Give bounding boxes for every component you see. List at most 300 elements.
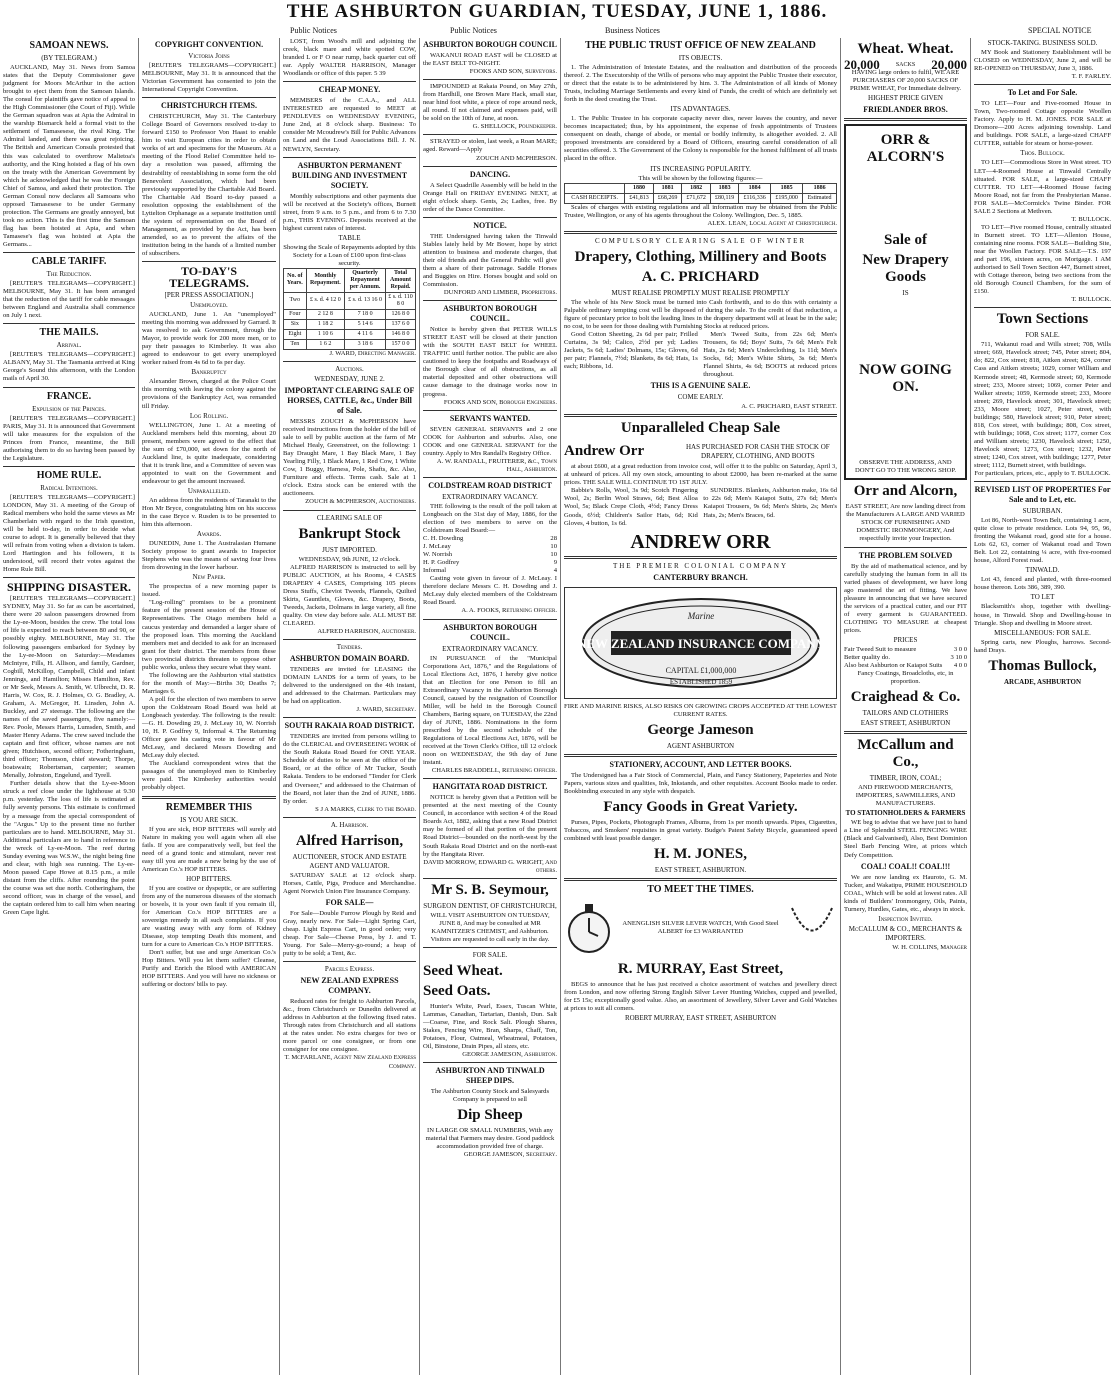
tolet2-head: TO LET <box>1030 593 1055 602</box>
repayment-cell: 1 10 6 <box>306 329 344 339</box>
council-title: ASHBURTON BOROUGH COUNCIL <box>423 40 557 49</box>
mails-sub: Arrival. <box>56 341 82 350</box>
poll-candidate: J. McLeay <box>423 543 451 551</box>
mails-title: THE MAILS. <box>39 327 99 339</box>
sacks-number-left: 20,000 <box>844 57 880 72</box>
murray-title: R. MURRAY, East Street, <box>617 960 784 977</box>
repayment-cell: 1 18 2 <box>306 319 344 329</box>
dip-body-2: IN LARGE OR SMALL NUMBERS, With any material that Farmers may desire. Good paddock accommodation provided free of charge. <box>425 1127 555 1151</box>
popularity-cell: £80,119 <box>710 193 738 203</box>
inspection: Inspection Invited. <box>878 914 933 923</box>
poll-row <box>423 567 557 575</box>
servants-title: SERVANTS WANTED. <box>449 413 531 423</box>
repayment-table-title: TABLE <box>338 233 361 242</box>
now-going-on: NOW GOING ON. <box>859 362 952 396</box>
collins-signature: W. H. COLLINS, Manager <box>892 943 967 951</box>
price-row <box>844 654 967 662</box>
repayment-table <box>283 268 416 350</box>
price-item: Fair Tweed Suit to measure <box>844 645 917 653</box>
logrolling-sub: Log Rolling. <box>189 411 229 420</box>
france-sub: Expulsion of the Princes. <box>32 404 106 413</box>
homerule-title: HOME RULE. <box>36 469 102 481</box>
tenders-head: Tenders. <box>336 642 363 651</box>
repayment-cell: Ten <box>284 339 307 349</box>
notice-body: THE Undersigned having taken the Tinwald Stables lately held by Mr Bower, hope by strict attention to business and moderate charges, that their old friends and the General Public will give them a share of their patronage. Saddle Horses and Buggies on Hire. Horses bought and sold on Commission. <box>423 232 557 289</box>
prices-list <box>844 646 967 670</box>
popularity-cell: £41,813 <box>625 193 654 203</box>
insurance-head: THE PREMIER COLONIAL COMPANY <box>612 561 789 570</box>
observe-address: OBSERVE THE ADDRESS, AND DON'T GO TO THE WRONG SHOP. <box>855 459 956 475</box>
strayed-body: STRAYED or stolen, last week, a Roan MARE; aged. Reward—Apply <box>423 138 557 154</box>
repayment-cell: 5 14 6 <box>345 319 386 329</box>
thos-bullock: Thos. Bullock. <box>1020 149 1065 158</box>
harrison-head: A. Harrison. <box>330 820 369 829</box>
france-title: FRANCE. <box>46 390 92 402</box>
coldstream-signature: A. A. FOOKS, Returning Officer. <box>461 607 557 615</box>
lean-signature: ALEX. LEAN, Local Agent at Christchurch. <box>707 219 837 227</box>
misc-head: MISCELLANEOUS: FOR SALE. <box>994 628 1091 637</box>
tinwald-body: Lot 43, fenced and planted, with three-roomed house thereon. Lots 386, 389, 390. <box>974 576 1111 592</box>
coldstream-body: THE following is the result of the poll taken at Longbeach on the 31st day of May, 1886, for the election of two members to serve on the Coldstream Road Board:— <box>423 502 557 535</box>
murray-signature: ROBERT MURRAY, EAST STREET, ASHBURTON <box>624 1014 777 1023</box>
tolet2-body: Blacksmith's shop, together with dwelling-house, in Tinwald. Shop and Dwelling-house in Triangle. Shop and dwelling in Moore street. <box>974 603 1111 627</box>
seymour-title: Mr S. B. Seymour, <box>431 881 549 898</box>
impounded-body: IMPOUNDED at Rakaia Pound, on May 27th, from Hardhill, one Brown Mare Hack, small star, near hind foot white, a piece of rope around neck, all round. If not claimed and expenses paid, will be sold on the 10th of June, at noon. <box>423 83 557 123</box>
bullock-body: TO LET—Commodious Store in West street. TO LET—4-Roomed House at Tinwald Centrally situated. FOR SALE, a large-sized CHAFF CUTTER. TO LET—4-Roomed House facing Moore Road, not far from the Presbyterian Manse. FOR SALE—McCormick's Twine Binder. FOR SALE 2 Sections at Methven. <box>974 159 1111 215</box>
stationery-title: STATIONERY, ACCOUNT, AND LETTER BOOKS. <box>609 759 792 769</box>
popularity-cell: £68,269 <box>653 193 682 203</box>
repayment-cell: 146 8 0 <box>386 329 416 339</box>
fancy-coatings: Fancy Coatings, Broadcloths, etc, in proportion. <box>857 670 954 686</box>
pocket-watch-icon <box>564 898 614 958</box>
alfred-signature: ALFRED HARRISON, Auctioneer. <box>317 627 416 635</box>
poll-candidate: H. P. Godfrey <box>423 559 460 567</box>
genuine-sale: THIS IS A GENUINE SALE. <box>650 381 751 391</box>
repayment-cell: £ s. d. 110 8 0 <box>386 292 416 309</box>
bankrupt-sub: JUST IMPORTED. <box>322 545 377 554</box>
trust-body: 1. The Administration of Intestate Estates, and the realisation and distribution of the proceeds thereof. 2. The Executorship of the Wills of persons who may appoint the Public Trustee their executor, or direct that the estate is to be administered by him. 3. The Administration of all kinds of Money Trusts, including Marriage Settlements and every kind of Funds, the credit of which are definitely set forth in the deed creating the Trust. <box>564 64 837 104</box>
special-body: MY Book and Stationery Establishment will be CLOSED on WEDNESDAY, June 2, and will be RE-OPENED on THURSDAY, June 3, 1886. <box>974 49 1111 73</box>
special-notice-header: SPECIAL NOTICE <box>1028 26 1092 35</box>
trust-title: THE PUBLIC TRUST OFFICE OF NEW ZEALAND <box>585 40 816 51</box>
dip-head: ASHBURTON AND TINWALD SHEEP DIPS. <box>435 1066 545 1086</box>
tolet-body: TO LET—Four and Five-roomed House in Town, Two-roomed Cottage opposite Woollen Factory. Apply to H. M. JONES. FOR SALE at Dromore—200 Acres adjoining township. Land and buildings. FOR SALE, a large-sized CHAFF CUTTER, suitable for steam or horse-power. <box>974 100 1111 148</box>
suburban-head: SUBURBAN. <box>1022 507 1063 516</box>
compulsory-sale: COMPULSORY CLEARING SALE OF WINTER <box>594 236 807 245</box>
popularity-head: ITS INCREASING POPULARITY. <box>650 164 751 173</box>
popularity-sub: This will be shown by the following figures:— <box>638 174 763 182</box>
clearing-title: CLEARING SALE OF <box>316 513 383 522</box>
popularity-col-header: 1883 <box>710 183 738 193</box>
fancy-title: Fancy Goods in Great Variety. <box>603 798 798 815</box>
coldstream-title: COLDSTREAM ROAD DISTRICT <box>428 480 552 490</box>
permanent-society-body: Monthly subscriptions and other payments due will be received at the Society's offices, Burnett street, from 9 a.m. to 5 p.m., and from 6 to 7.30 p.m., THIS EVENING. Deposits received at the highest current rates of interest. <box>283 192 416 232</box>
poll-votes: 28 <box>550 535 557 543</box>
coldstream-sub: EXTRAORDINARY VACANCY. <box>442 492 538 501</box>
rakaia-title: SOUTH RAKAIA ROAD DISTRICT. <box>284 721 415 731</box>
repayment-cell: Four <box>284 309 307 319</box>
express-title: NEW ZEALAND EXPRESS COMPANY. <box>300 976 399 996</box>
forsale-title: FOR SALE— <box>325 897 374 907</box>
bankruptcy-sub: Bankruptcy <box>191 368 227 377</box>
shipping-body: [REUTER'S TELEGRAMS—COPYRIGHT.] SYDNEY, May 31. So far as can be ascertained, there were 20 saloon passengers drowned from the Ly-ee-Moon, besides the crew. The total loss of life is expected to reach between 80 and 90, or possibly eighty. MELBOURNE, May 31. The following passengers embarked for Sydney by the Ly-ee-Moon on Saturday:—Mesdames McIntyre, Fills, H. Allison, and family, Gardner, Cogbill, McKillop, Campbell, Child and infant Jennings, and Hamilton; Misses Hamilton, Rev. or Mr Seek, Messrs A. Smith, W. Ulbrecht, D. R. Harris, W. Cox, R. J. Holmes, O. G. Bradley, A. Graham, A. McGregor, H. Linsden, John A. Buckley, and 27 steerage. The following are the names of the saved passengers, five namely:—Rev. Poole, Messrs Harris, Lumsden, Smith, and Master Henry Adams. The crew saved include the captain and first officer, whose names are not given; Hutchison, second officer; Fotheringham, third officer; Thomson, chief steward; Thorpe, boatswain; Robertsman, carpenter; seamen Menally, Johnston, Engelund, and Tyrell. <box>3 595 135 780</box>
christchurch-body: CHRISTCHURCH, May 31. The Canterbury College Board of Governors resolved to-day to forward £150 to Professor Von Haast to enable him to visit European cities in order to obtain works of art and specimens for the Museum. At a meeting of the Flood Relief Committee held to-day a resolution was passed, affirming the desirability of reestablishing in some form the old Benevolent Association, which had been previously supported by the Charitable Aid Board. The Charitable Aid Board to-day passed a resolution opposing the establishment of the Lyttelton Orphanage as a separate institution until the system of representation on the Board of Management, as provided by the Act, has been amended, so as to prevent the affairs of the institution being in the hands of a limited number of subscribers. <box>142 113 276 257</box>
sacks-word: SACKS <box>895 62 916 68</box>
shipping-body-2: Further details show that the Ly-ee-Moon struck a reef close under the lighthouse at 9.30 p.m. yesterday. The loss of life is estimated at fully seventy persons. This estimate is confirmed by a message from the special correspondent of the "Argus." Up to the present time no further particulars are to hand. MELBOURNE, May 31. Additional particulars are to hand in reference to the wreck of Ly-ee-Moon. The reef during Sunday evening was W.S.W., the night being fine and clear, with high sea running. The Ly-ee-Moon passed Cape Howe at 8.15 p.m., a mile distant from the cliffs. After rounding the point the course was set due north. Cotheringham, the second officer, was in charge of the vessel, and the captain ordered him to call him when nearing Green Cape light. <box>3 780 135 917</box>
mccallum-title: McCallum and Co., <box>857 737 954 771</box>
remember-title: REMEMBER THIS <box>165 801 253 813</box>
popularity-cell: CASH RECEIPTS. <box>565 193 625 203</box>
meet-the-times: TO MEET THE TIMES. <box>647 883 754 895</box>
seed-wheat-title: Seed Wheat. <box>423 962 503 979</box>
price-item: Also best Ashburton or Kaiapoi Suits <box>844 662 943 670</box>
sale-of: Sale of <box>884 232 927 249</box>
price-amount: 3 0 0 <box>953 645 967 653</box>
popularity-cell: £116,336 <box>739 193 771 203</box>
awards-sub: Awards. <box>196 530 222 539</box>
column-6 <box>840 38 970 1375</box>
jones-address: EAST STREET, ASHBURTON. <box>654 865 747 874</box>
insurance-branch: CANTERBURY BRANCH. <box>653 572 748 582</box>
repayment-table-desc: Showing the Scale of Repayments adopted by this Society for a Loan of £100 upon first-class security. <box>283 243 416 267</box>
prichard-signature: A. C. PRICHARD, EAST STREET. <box>741 403 837 411</box>
repayment-row <box>284 329 416 339</box>
price-row <box>844 662 967 670</box>
poll-votes: 10 <box>550 543 557 551</box>
zouch-signature: ZOUCH & McPHERSON, Auctioneers. <box>305 498 416 506</box>
jameson-signature: GEORGE JAMESON, Ashburton. <box>462 1051 557 1059</box>
morrow-signature: DAVID MORROW, EDWARD G. WRIGHT, And others. <box>423 858 557 874</box>
repayment-cell: £ s. d. 13 16 0 <box>345 292 386 309</box>
popularity-cell: £71,672 <box>682 193 711 203</box>
forsale2-title: FOR SALE. <box>472 950 508 959</box>
bullock-final: Thomas Bullock, <box>988 657 1097 674</box>
repayment-cell: 157 0 0 <box>386 339 416 349</box>
cable-title: CABLE TARIFF. <box>31 256 107 268</box>
sundries-right: SUNDRIES. Blankets, Ashburton make, 16s 6d to 22s 6d; Men's Kaiapoi Suits, 27s 6d; Men's Kaiapoi Trousers, 9s 6d; Men's Shirts, 2s; Men's Hats, 2s; Men's Braces, 6d. <box>703 487 837 519</box>
repayment-cell: Six <box>284 319 307 329</box>
sections-footer: For particulars, prices, etc., apply to T. BULLOCK. <box>974 470 1111 478</box>
sections-list: 711, Wakanui road and Wills street; 708, Wills street; 669, Havelock street; 745, Peter street; 804, do; 822, Cox street; 818, Aitken street; 824, corner Cass and Aitken streets; 1029, corner William and Kermode street; 48, Kermode street; 60, Kermode street; 233, Moore street; 1069, corner Peter and Walker streets; 1059, Kermode street; 233, Moore street; 269, Havelock street; 301, Havelock street; 233, Moore street; 1027, Peter street, with buildings; 580, Havelock street; 910, Peter street; 818, Cox street, with buildings; 808, Cox street, with buildings; 1068, Cox street; 1177, corner Cox and William streets; 1230, Havelock street; 1250, Havelock street; 1273, Cox street; 1232, Peter street; 1240, Cox street, with buildings; 1277, Peter street; 1112, Burnett street, with buildings. <box>974 341 1111 470</box>
price-amount: 4 0 0 <box>953 662 967 670</box>
samoan-byline: (BY TELEGRAM.) <box>41 54 97 62</box>
misc-body: Spring carts, new Ploughs, harrows. Second-hand Drays. <box>974 638 1111 654</box>
bullock-signature: T. BULLOCK. <box>1071 215 1111 223</box>
awards-body: DUNEDIN, June 1. The Australasian Humane Society propose to grant awards to Inspector Stephens who was the means of saving four lives from drowning in the lower harbour. <box>142 540 276 572</box>
repayment-col-header: No. of Years. <box>284 268 307 292</box>
wheat-body: HAVING large orders to fulfil, WE ARE PURCHASERS OF 20,000 SACKS OF PRIME WHEAT, For Immediate delivery. <box>849 69 962 93</box>
repayment-cell: 126 8 0 <box>386 309 416 319</box>
column-headers <box>0 26 1114 38</box>
auction1-title: IMPORTANT CLEARING SALE OF HORSES, CATTLE, &c., Under Bill of Sale. <box>284 385 415 415</box>
auction1-date: WEDNESDAY, JUNE 2. <box>314 374 385 383</box>
coal-body: We are now landing ex Hauroto, G. M. Tucker, and Wakatipu, PRIME HOUSEHOLD COAL, Which will be sold at lowest rates. All kinds of Builders' Ironmongery, Oils, Paints, Turnery, Hurdles, Gates, etc., always in stock. <box>844 873 968 913</box>
trust-sub: ITS OBJECTS. <box>678 54 723 62</box>
harrison-sub: AUCTIONEER, STOCK AND ESTATE AGENT AND VALUATOR. <box>292 852 407 870</box>
price-row <box>844 646 967 654</box>
insurance-logo <box>564 587 837 699</box>
orr-alcorn-title: ORR & ALCORN'S <box>866 132 945 166</box>
cable-body: [REUTER'S TELEGRAMS—COPYRIGHT.] MELBOURNE, May 31. It has been arranged that the reduction of the tariff for cable messages between England and Australia shall commence on July 1 next. <box>3 280 135 320</box>
mccallum-body: AND FIREWOOD MERCHANTS, IMPORTERS, SAWMILLERS, AND MANUFACTURERS. <box>855 784 956 808</box>
insurance-capital: CAPITAL £1,000,000 <box>665 665 736 675</box>
council-signature: FOOKS AND SON, Surveyors. <box>469 68 557 76</box>
poll-row <box>423 535 557 543</box>
poll-row <box>423 559 557 567</box>
dancing-title: DANCING. <box>469 169 511 179</box>
is-word: IS <box>902 289 909 298</box>
advantages-body: 1. The Public Trustee in his corporate capacity never dies, never leaves the country, and never becomes incapacitated; thus, by his appointment, the expense of fresh appointments of Trustees consequent on death, change of abode, or mental or bodily infirmity, is altogether avoided. 2. All proposed investments are considered by a Board of Officers, ensuring careful consideration of all securities offered. 3. The Government of the Colony is responsible for the honest fulfilment of all trusts placed in the office. <box>564 115 837 163</box>
poll-votes: 4 <box>553 567 557 575</box>
column-4 <box>419 38 560 1375</box>
dip-title: Dip Sheep <box>457 1107 523 1124</box>
repayment-cell: 1 6 2 <box>306 339 344 349</box>
poll-list <box>423 535 557 575</box>
murray-body: BEGS to announce that he has just received a choice assortment of watches and jewellery direct from London, and now offering Strong English Silver Lever Hunting Watches, cupped and jewelled, for £5 15s; exceptionally good value. Also, an assortment of Jewellery, Silver Lever and Gold Watches at prices to suit all comers. <box>564 980 837 1013</box>
craighead-address: EAST STREET, ASHBURTON <box>860 719 951 728</box>
unemployed-sub: Unemployed. <box>190 301 228 310</box>
vital-stats-body: The following are the Ashburton vital statistics for the month of May:—Births 30; Deaths 7; Marriages 6. <box>142 671 276 695</box>
drapery-title: Drapery, Clothing, Millinery and Boots <box>574 248 827 265</box>
revised-title: REVISED LIST OF PROPERTIES For Sale and to Let, etc. <box>974 485 1111 505</box>
popularity-col-header: 1885 <box>771 183 803 193</box>
repayment-col-header: Total Amount Repaid. <box>386 268 416 292</box>
column-7 <box>970 38 1114 1375</box>
tinwald-head: TINWALD. <box>1025 566 1060 575</box>
repayment-col-header: Quarterly Repayment per Annum. <box>345 268 386 292</box>
jones-name: H. M. JONES, <box>654 845 747 862</box>
friedlander-signature: FRIEDLANDER BROS. <box>863 105 948 115</box>
mccallum-signature: McCALLUM & CO., MERCHANTS & IMPORTERS. <box>848 924 963 942</box>
ward-signature: J. WARD, Directing Manager. <box>329 349 416 357</box>
popularity-cell: £195,000 <box>771 193 803 203</box>
andrew-orr-body: at about £600, at a great reduction from invoice cost, will offer it to the public on Saturday, April 3, at unheard of prices. All my own stock, amounting to about £2000, has been re-marked at the same prices. THE SALE WILL CONTINUE TO 1ST JULY. <box>564 463 837 487</box>
remember-sub: IS YOU ARE SICK. <box>180 815 238 824</box>
homerule-body: [REUTER'S TELEGRAMS—COPYRIGHT.] LONDON, May 31. A meeting of the Group of Radical members who hold the same views as Mr Chamberlain with regard to the Irish question, will be held to-day, in order to decide what course to adopt. It is generally believed that they will refrain from voting when a division is taken. Lord Hartington and his followers, it is understood, will record their votes against the Home Rule Bill. <box>3 493 135 574</box>
price-amount: 3 10 0 <box>950 653 967 661</box>
coldstream-body-2: Casting vote given in favour of J. McLeay. I therefore declare Messrs C. H. Dowding and J. McLeay duly elected members of the Coldstream Road Board. <box>423 575 557 607</box>
advantages-head: ITS ADVANTAGES. <box>670 105 731 114</box>
seed-oats-title: Seed Oats. <box>423 982 491 999</box>
council3-title: ASHBURTON BOROUGH COUNCIL. <box>442 622 538 642</box>
repayment-row <box>284 339 416 349</box>
repayment-cell: Eight <box>284 329 307 339</box>
servants-body: SEVEN GENERAL SERVANTS and 2 one COOK for Ashburton and suburbs. Also, one COOK and one GENERAL SERVANT for the country. Apply to Mrs Randall's Registry Office. <box>423 425 557 457</box>
hopbitters-body-2: If you are costive or dyspeptic, or are suffering from any of the numerous diseases of the stomach or bowels, it is your own fault if you remain ill, for American Co.'s HOP BITTERS are a sovereign remedy in all such complaints. If you are wasting away with any form of Kidney Disease, stop tempting Death this moment, and turn for a cure to American Co.'s HOP BITTERS. <box>142 884 276 949</box>
council3-sub: EXTRAORDINARY VACANCY. <box>442 644 538 653</box>
bankrupt-body: ALFRED HARRISON is instructed to sell by PUBLIC AUCTION, at his Rooms, 4 CASES DRAPERY 4 CASES, Comprising 105 pieces Dress Stuffs, Cheviot Tweeds, Flannels, Quilted Skirts, Gauntlets, Gloves, &c. Drapery, Boots, Tweeds, Jackets, Dolmans in large variety, all fine quality. On view day before sale. ALL MUST BE CLEARED. <box>283 563 416 627</box>
repayment-col-header: Monthly Repayment. <box>306 268 344 292</box>
randall-signature: A. W. RANDALL, FRUITERER, &c., Town Hall, Ashburton. <box>436 457 557 473</box>
public-notices-header-2: Public Notices <box>450 26 497 35</box>
wheat-title: Wheat. Wheat. <box>857 41 954 57</box>
rakaia-signature: S J A MARKS, Clerk to the Board. <box>315 805 416 813</box>
poll-body: A poll for the election of two members to serve upon the Coldstream Road Board was held at Longbeach yesterday. The following is the result:—G. H. Dowding 29, J. McLeay 10, W. Norrish 10, H. P. Godfrey 9, Informal 4. The Returning Officer gave his casting vote in favour of Mr McLeay, and declared Messrs Dowding and McLeay duly elected. <box>142 695 276 760</box>
stationery-body: The Undersigned has a Fair Stock of Commercial, Plain, and Fancy Stationery, Papeteries and Note Papers, various sizes and qualities, Ink, Inkstands, and other requisites. Account Books made to order. Bookbinding executed in any style with despatch. <box>564 771 837 795</box>
insurance-name: NEW ZEALAND INSURANCE COMPANY <box>576 635 825 651</box>
special-head: STOCK-TAKING. BUSINESS SOLD. <box>987 39 1098 47</box>
unparalleled-body: An address from the residents of Taranaki to the Hon Mr Bryce, congratulating him on his success in the case Bryce v. Rusden is to be presented to him this afternoon. <box>142 496 276 529</box>
fooks-signature: FOOKS AND SON, Borough Engineers. <box>443 398 557 406</box>
unemployed-body: AUCKLAND, June 1. An "unemployed" meeting this morning was addressed by Garrard. It was resolved to ask Government, through the Mayor, to provide work for 200 more men, or to pay their passages to Kimberley. It was also agreed to endeavour to get every unemployed worker raised from 4s 6d to 6s per day. <box>142 311 276 367</box>
orr-alcorn-2-title: Orr and Alcorn, <box>853 483 958 500</box>
hopbitters-body-3: Don't suffer, but use and urge American Co.'s Hop Bitters. Will you let them suffer? Cleanse, Purify and Enrich the Blood with AMERICAN HOP BITTERS. And you will have no sickness or suffering or doctors' bills to pay. <box>142 949 276 989</box>
craighead-title: Craighead & Co. <box>850 689 961 706</box>
watch-body: ANENGLISH SILVER LEVER WATCH, With Good Steel ALBERT for £3 WARRANTED <box>622 919 779 935</box>
hangitata-body: NOTICE is hereby given that a Petition will be presented at the next meeting of the County Council, in accordance with section 4 of the Road Boards Act, 1882, asking that a new Road District may be formed of all that portion of the present Road District—bounded on the north-west by the South Rakaia Road District and on the north-east by the Hangitata River. <box>423 794 557 858</box>
insurance-established: ESTABLISHED 1859 <box>669 677 732 686</box>
repayment-cell: £ s. d. 4 12 0 <box>306 292 344 309</box>
andrew-orr-footer: ANDREW ORR <box>630 530 771 553</box>
poll-candidate: Informal <box>423 567 447 575</box>
highest-price: HIGHEST PRICE GIVEN <box>868 94 943 103</box>
insurance-marine: Marine <box>687 610 714 621</box>
jameson-role: AGENT ASHBURTON <box>666 741 735 750</box>
prichard-list-left: Good Cotton Sheeting, 2s 6d per pair; Frilled Curtains, 3s 9d; Calico, 2½d per yd; Ladies Jackets, 5s 6d; Ladies' Dolmans, 15s; Gloves, 6d per pair; Flannels, 7½d; Blankets, 8s 6d; Hats, 1s each; Ribbons, 1d. <box>564 330 698 371</box>
repayment-row <box>284 309 416 319</box>
domain-body: TENDERS are invited for LEASING the DOMAIN LANDS for a term of years, to be delivered to the undersigned on the 4th instant, and addressed to the Chairman. Particulars may be had on application. <box>283 665 416 706</box>
dip-signature: GEORGE JAMESON, Secretary. <box>463 1151 557 1159</box>
fancy-body: Purses, Pipes, Pockets, Photograph Frames, Albums, from 1s per month upwards. Pipes, Cigarettes, Tobaccos, and Smokers' requisites in great variety. Budge's Patent Safety Bicycle, guaranteed speed combined with least possible danger. <box>564 818 837 842</box>
column-2 <box>138 38 279 1375</box>
samoan-title: SAMOAN NEWS. <box>29 40 109 51</box>
trust-footer: Scales of charges with existing regulations and all information may be obtained from the Public Trustee, Wellington, or any of his agents throughout the Colony. Wellington, Dec. 5, 1885. <box>564 203 837 219</box>
copyright-sub: Victoria Joins <box>188 52 230 60</box>
popularity-col-header: 1886 <box>803 183 837 193</box>
auction1-body: MESSRS ZOUCH & McPHERSON have received instructions from the holder of the bill of sale to sell by public auction at the farm of Mr Michael Healy, Greenstreet, on the following: 1 Bay Draught Mare, 1 Bay Black Mare, 1 Bay Yearling Filly, 1 Black Mare, 1 Red Cow, 1 White Cow, 1 Buggy, Harness, Pole, Shafts, &c. Also, Furniture and effects. Terms cash. Sale at 1 o'clock. Extra stock can be entered with the auctioneers. <box>283 417 416 498</box>
public-notices-header: Public Notices <box>290 26 337 35</box>
sundries-left: Babbie's Rolls, Wool, 3s 9d; Scotch Fingering Wool, 2s; Berlin Wool Straws, 6d; Best Alloa Wool, 5s; Black Crepe Cloth, 4½d; Fancy Dress Goods, 6½d; Children's Sailor Hats, 6d; Kid Gloves, 4 button, 1s 6d. <box>564 487 698 527</box>
express-body: Reduced rates for freight to Ashburton Parcels, &c., from Christchurch or Dunedin delivered at address in Ashburton at the following fixed rates. Through rates from Christchurch and all stations at the rates under. No extra charges for two or more parcel or one consignee, or from one consigner for one consignee. <box>283 998 416 1054</box>
poll-candidate: W. Norrish <box>423 551 453 559</box>
prichard-body: The whole of his New Stock must be turned into Cash forthwith, and to do this with certainty a Palpable ordinary tempting cost will be disposed of during the sale. To the credit of that reduction, a figure of pecuniary price to bolt the leading lines in the drapery department will at least be in the sale; no cost, to be seen for those dealing with Furnishing Stocks at reduced prices. <box>564 298 837 330</box>
repayment-cell: 7 18 0 <box>345 309 386 319</box>
rakaia-body: TENDERS are invited from persons willing to do the CLERICAL and OVERSEEING WORK of the South Rakaia Road Board for ONE YEAR. Schedule of duties to be seen at the office of the Board, or at the office of Mr Tucker, South Rakaia. Tenders to be endorsed "Tender for Clerk and Overseer," and addressed to the Chairman of the Board, not later than the 2nd of JUNE, 1886. By order. <box>283 733 416 805</box>
prices-head: PRICES <box>893 635 918 644</box>
new-drapery: New Drapery Goods <box>862 252 949 286</box>
newspaper-body: The prospectus of a new morning paper is issued. <box>142 583 276 599</box>
bullock-arcade: ARCADE, ASHBURTON <box>1003 677 1082 686</box>
andrew-orr-title: Andrew Orr <box>564 443 645 460</box>
poll-candidate: C. H. Dowding <box>423 535 464 543</box>
bullock-signature-2: T. BULLOCK. <box>1071 296 1111 304</box>
popularity-cell: Estimated <box>803 193 837 203</box>
column-5 <box>560 38 840 1375</box>
christchurch-title: CHRISTCHURCH ITEMS. <box>160 101 257 111</box>
harrison-title: Alfred Harrison, <box>295 832 404 849</box>
prichard-list-right: Men's Tweed Suits, from 22s 6d; Men's Trousers, 6s 6d; Boys' Suits, 7s 6d; Men's Felt Hats, 2s 6d; Men's Underclothing, 1s 11d; Men's Socks, 6d; Men's White Shirts, 3s 6d; Men's Flannel Shirts, 4s 6d; BOOTS at reduced prices throughout. <box>703 330 837 379</box>
insurance-emblem-icon <box>571 591 831 695</box>
ashburton-body: The Auckland correspondent wires that the passages of the unemployed men to Kimberley were paid. The Kimberley authorities would probably object. <box>142 760 276 792</box>
price-item: Better quality do. <box>844 653 890 661</box>
homerule-sub: Radical Intentions. <box>40 483 98 492</box>
popularity-col-header: 1884 <box>739 183 771 193</box>
poll-votes: 9 <box>553 559 557 567</box>
braddell-signature: CHARLES BRADDELL, Returning Officer. <box>431 767 557 775</box>
hopbitters-head: HOP BITTERS. <box>186 874 232 883</box>
sacks-number-right: 20,000 <box>931 57 967 72</box>
express-head: Parcels Express. <box>324 965 375 974</box>
mails-body: [REUTER'S TELEGRAMS—COPYRIGHT.] ALBANY, May 31. The Tasmania arrived at King George's Sound this afternoon, with the London mails of April 30. <box>3 351 135 383</box>
stationholders: TO STATIONHOLDERS & FARMERS <box>845 809 966 818</box>
sections-title: Town Sections <box>996 311 1089 328</box>
mccallum-sub: TIMBER, IRON, COAL; <box>869 774 942 783</box>
tolet-head: To Let and For Sale. <box>1007 88 1078 98</box>
notice-title: NOTICE. <box>473 220 507 230</box>
suburban-body: Lot 86, North-west Town Belt, containing 1 acre, quite close to private residence. Lots 94, 95, 96, fronting the Wakanui road, good site for a house. Lots 62, 63, corner of Wakanui road and Town Belt. Lot 22, containing ¼ acre, with five-roomed house, Alford Forest road. <box>974 517 1111 565</box>
todays-telegrams-title: TO-DAY'S TELEGRAMS. <box>169 264 249 291</box>
hangitata-title: HANGITATA ROAD DISTRICT. <box>432 782 548 792</box>
repayment-cell: 4 11 6 <box>345 329 386 339</box>
repayment-cell: Two <box>284 292 307 309</box>
council2-body: Notice is hereby given that PETER WILLS STREET EAST will be closed at their junction with the SOUTH EAST BELT for WHEEL TRAFFIC until further notice. The public are also cautioned to keep the footpaths and Roadways of the Borough clear of all obstructions, as all material deposited and other obstructions will cause damage to the drainage works now in progress. <box>423 326 557 398</box>
prichard-title: A. C. PRICHARD <box>641 268 760 285</box>
insurance-body: FIRE AND MARINE RISKS, ALSO RISKS ON GROWING CROPS ACCEPTED AT THE LOWEST CURRENT RATES. <box>564 702 837 718</box>
domain-signature: J. WARD, Secretary. <box>356 706 416 714</box>
repayment-row <box>284 319 416 329</box>
unparalleled-sub: Unparalleled. <box>187 486 231 495</box>
dunford-signature: DUNFORD AND LIMBER, Proprietors. <box>443 289 557 297</box>
come-early: COME EARLY. <box>677 393 724 402</box>
seymour-body: WILL VISIT ASHBURTON ON TUESDAY, JUNE 8, And may be consulted at MR KAMNITZER'S CHEMIST, and Ashburton. Visitors are requested to call early in the day. <box>430 911 550 943</box>
seed-body: Hunter's White, Pearl, Essex, Tuscan White, Lammas, Canadian, Tartarian, Danish, Dun. Salt—Coarse, Fine, and Rock Salt. Plough Shares, Stakes, Fencing Wire, Bran, Sharps, Chaff, Ton, Potatoes, Flour, Oatmeal, Wheatmeal, Potatoes, Oil, Binstone, Drain Pipes, all sizes, etc. <box>423 1002 557 1051</box>
repayment-row <box>284 292 416 309</box>
samoan-body: AUCKLAND, May 31. News from Samoa states that the Deputy Commissioner gave judgment for Moors McArthur in the action brought to eject them from the Samoan Islands. The consul for plaintiffs gave notice of appeal to the High Commissioner (the Court of Fiji). While the German squadron was at Apia the Admiral in the warship Bismarck held a formal visit to the settlement of Tamasesese, the rival King. The Admiral landed, and there was great rejoicing. The British and American Consuls protested that this was calculated to overthrow Malietoa's authority, and the King hoisted a flag of his own on the treaty with the American Government by which he acknowledged that he was the Foreign Chief of Samoa, and asked their protection. The German Consul now declares all Samoans who opposed Tamasesese to be under Germany protection. The Germans are greatly annoyed, but took no action. This is the first time the Samoan flag has been hoisted at Apia, and when Tamasese's flag was hoisted at Apia the Germans... <box>3 64 135 249</box>
shipping-title: SHIPPING DISASTER. <box>6 580 132 595</box>
prichard-sub: MUST REALISE PROMPTLY MUST REALISE PROMPTLY <box>611 288 790 297</box>
dancing-body: A Select Quadrille Assembly will be held in the Orange Hall on FRIDAY EVENING NEXT, at eight o'clock sharp. Gents, 2s; Ladies, free. By order of the Dance Committee. <box>423 181 557 213</box>
orr-alcorn-box <box>844 124 967 480</box>
craighead-sub: TAILORS AND CLOTHIERS <box>862 709 949 718</box>
cheap-money-title: CHEAP MONEY. <box>318 85 381 95</box>
problem-body: By the aid of mathematical science, and by carefully studying the human form in all its varied phases of development, we have long ago mastered the art of fitting. We have pleasure in announcing that we have secured the services of a practical cutter, and our FIT of every garment is GUARANTEED. CLOTHING TO MEASURE at cheapest prices. <box>844 562 967 634</box>
popularity-col-header <box>565 183 625 193</box>
poll-row <box>423 551 557 559</box>
auctions-head: Auctions. <box>335 364 364 373</box>
permanent-society-title: ASHBURTON PERMANENT BUILDING AND INVESTMENT SOCIETY. <box>291 160 408 190</box>
column-3 <box>279 38 419 1375</box>
forsale-body: For Sale—Double Furrow Plough by Reid and Gray, nearly new. For Sale—Light Spring Cart, cheap. Light Express Cart, in good order; very cheap. For Sale—Cheese Press, by J. and T. Young. For Sale—Merry-go-round; a heap of putty to be sold; a Tent, &c. <box>283 909 416 958</box>
jameson-name: George Jameson <box>647 721 754 738</box>
steel-body: WE beg to advise that we have just to hand a Line of Splendid STEEL FENCING WIRE (Black and Galvanised), Also, Best Dominion Steel Barb Fencing Wire, at prices which Defy Competition. <box>844 819 967 859</box>
bankrupt-date: WEDNESDAY, 9th JUNE, 12 o'clock. <box>298 555 401 563</box>
popularity-col-header: 1881 <box>653 183 682 193</box>
business-notices-header: Business Notices <box>605 26 660 35</box>
strayed-signature: ZOUCH AND McPHERSON. <box>476 154 557 162</box>
impounded-signature: G. SHELLOCK, Poundkeeper. <box>472 123 557 131</box>
copyright-body: [REUTER'S TELEGRAMS—COPYRIGHT.] MELBOURNE, May 31. It is announced that the Victorian Government has consented to join the International Copyright Convention. <box>142 62 276 94</box>
dip-body: The Ashburton County Stock and Salesyards Company is prepared to sell <box>430 1088 550 1104</box>
cheap-sale-title: Unparalleled Cheap Sale <box>620 420 781 437</box>
popularity-col-header: 1882 <box>682 183 711 193</box>
hopbitters-body: If you are sick, HOP BITTERS will surely aid Nature in making you well again when all else fails. If you are comparatively well, but feel the need of a grand tonic and stimulant, never rest easy till you are made a new being by the use of American Co.'s HOP BITTERS. <box>142 825 276 873</box>
council3-body: IN PURSUANCE of the "Municipal Corporations Act, 1876," and the Regulations of Local Elections Act, 1876, I hereby give notice that an Election for one Person to fill an Extraordinary Vacancy in the Ashburton Borough Council, caused by the resignation of Councillor Miller, will be held in the Borough Council Chambers, Baring square, on TUESDAY, the 22nd day of JUNE, 1886. Nominations in the form prescribed by the second schedule of the Regulations of Local Elections Act, 1876, will be received at the Town Clerk's Office, till 12 o'clock noon on WEDNESDAY, the 9th day of June instant. <box>423 654 557 767</box>
sections-sub: FOR SALE. <box>1025 331 1060 340</box>
harrison-body: SATURDAY SALE at 12 o'clock sharp. Horses, Cattle, Pigs, Produce and Merchandise. Agent Norwich Union Fire Insurance Company. <box>283 871 416 895</box>
bankruptcy-body: Alexander Brown, charged at the Police Court this morning with leaving the colony against the provisions of the Bankruptcy Act, was remanded till Friday. <box>142 378 276 410</box>
popularity-col-header: 1880 <box>625 183 654 193</box>
bullock-body-2: TO LET—Five roomed House, centrally situated in Burnett street. TO LET—Allenton House, containing nine rooms. FOR SALE—Building Site, near the Woollen Factory. FOR SALE—T.S. 197 and part 196, sixteen acres, on Mortgage. I AM authorised to Sell Town Section 447, Burnett street, with Cottage thereon, being two sections from the old Borough Council Chambers, for the sum of £150. <box>974 223 1111 296</box>
column-1 <box>0 38 138 1375</box>
newspaper-sub: New Paper. <box>192 573 226 582</box>
popularity-table <box>564 183 837 204</box>
poll-row <box>423 543 557 551</box>
macfarlane-signature: T. McFARLANE, Agent New Zealand Express Company. <box>284 1054 416 1070</box>
repayment-cell: 137 6 0 <box>386 319 416 329</box>
seymour-sub: SURGEON DENTIST, OF CHRISTCHURCH, <box>423 901 557 910</box>
repayment-cell: 3 18 6 <box>345 339 386 349</box>
copyright-title: COPYRIGHT CONVENTION. <box>154 40 264 49</box>
